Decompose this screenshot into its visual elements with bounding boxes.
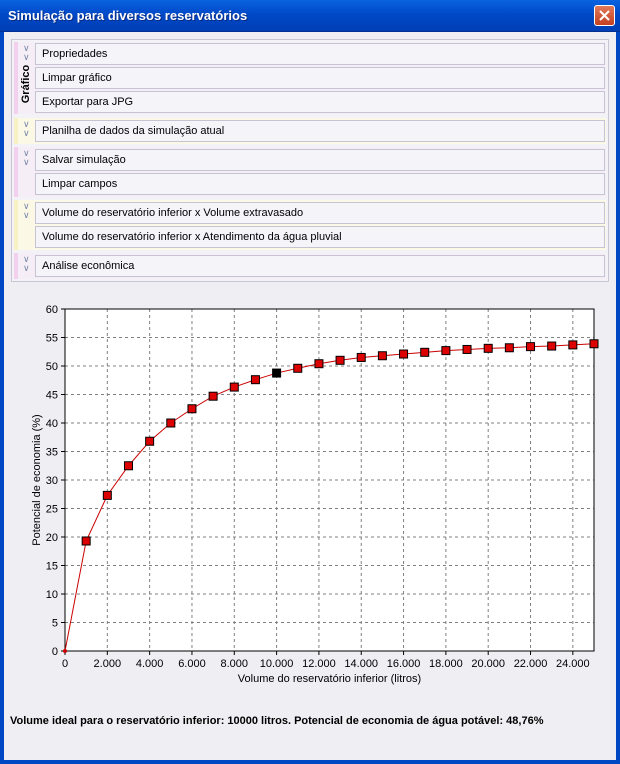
data-point	[146, 437, 154, 445]
y-tick-label: 35	[45, 446, 58, 459]
data-point-highlight	[273, 369, 281, 377]
x-tick-label: 8.000	[220, 658, 249, 670]
x-tick-label: 10.000	[259, 658, 294, 670]
menu-item-propriedades[interactable]: Propriedades	[35, 43, 605, 65]
y-tick-label: 40	[45, 418, 58, 430]
data-point	[442, 347, 450, 355]
data-point	[400, 350, 408, 358]
data-point	[209, 392, 217, 400]
x-tick-label: 2.000	[93, 658, 122, 670]
chevron-down-icon[interactable]: ∨ ∨	[23, 43, 30, 62]
menu-item-analise-economica[interactable]: Análise econômica	[35, 255, 605, 277]
data-point	[294, 364, 302, 372]
x-tick-label: 4.000	[135, 658, 164, 670]
data-point	[336, 356, 344, 364]
chevron-down-icon[interactable]: ∨ ∨	[23, 119, 30, 138]
y-tick-label: 45	[45, 389, 58, 402]
y-tick-label: 15	[45, 560, 58, 573]
chevron-down-icon[interactable]: ∨ ∨	[23, 254, 30, 273]
y-tick-label: 5	[51, 617, 58, 630]
data-point	[251, 376, 259, 384]
x-tick-label: 18.000	[429, 658, 463, 670]
data-point	[548, 342, 556, 350]
data-point	[124, 462, 132, 470]
data-point	[590, 340, 598, 348]
y-tick-label: 20	[45, 532, 58, 544]
menu-item-limpar-grafico[interactable]: Limpar gráfico	[35, 67, 605, 89]
x-tick-label: 20.000	[471, 658, 506, 670]
x-tick-label: 14.000	[344, 658, 379, 670]
data-point	[463, 345, 471, 353]
y-tick-label: 60	[45, 304, 58, 316]
chevron-down-icon[interactable]: ∨ ∨	[23, 148, 30, 167]
menu-item-planilha[interactable]: Planilha de dados da simulação atual	[35, 120, 605, 142]
data-point	[230, 383, 238, 391]
y-tick-label: 25	[45, 503, 58, 516]
data-point	[357, 353, 365, 361]
y-tick-label: 0	[51, 646, 58, 658]
chevron-down-icon[interactable]: ∨ ∨	[23, 201, 30, 220]
x-tick-label: 16.000	[386, 658, 421, 670]
data-point	[188, 405, 196, 413]
group-label-grafico: Gráfico	[20, 64, 32, 104]
y-tick-label: 55	[45, 332, 58, 345]
x-axis-label: Volume do reservatório inferior (litros)	[237, 673, 422, 685]
menu-item-limpar-campos[interactable]: Limpar campos	[35, 173, 605, 195]
data-point	[315, 360, 323, 368]
x-tick-label: 24.000	[556, 658, 590, 670]
menu-item-atendimento-agua-pluvial[interactable]: Volume do reservatório inferior x Atendimento da água pluvial	[35, 226, 605, 248]
data-point	[63, 649, 67, 653]
menu-item-salvar-simulacao[interactable]: Salvar simulação	[35, 149, 605, 171]
x-tick-label: 0	[61, 658, 69, 670]
y-tick-label: 50	[45, 361, 58, 373]
data-point	[82, 537, 90, 545]
data-point	[484, 344, 492, 352]
menu-item-exportar-jpg[interactable]: Exportar para JPG	[35, 91, 605, 113]
data-point	[103, 491, 111, 499]
data-point	[167, 419, 175, 427]
y-axis-label: Potencial de economia (%)	[31, 414, 43, 546]
y-tick-label: 10	[45, 589, 58, 601]
x-tick-label: 22.000	[513, 658, 548, 670]
x-tick-label: 6.000	[178, 658, 206, 670]
data-point	[421, 348, 429, 356]
data-point	[505, 344, 513, 352]
menu-item-volume-extravasado[interactable]: Volume do reservatório inferior x Volume extravasado	[35, 202, 605, 224]
data-point	[569, 341, 577, 349]
data-point	[378, 352, 386, 360]
data-point	[527, 343, 535, 351]
window-title: Simulação para diversos reservatórios	[8, 8, 248, 23]
result-summary: Volume ideal para o reservatório inferior: 10000 litros. Potencial de economia de água potável: 48,76%	[10, 715, 544, 727]
y-tick-label: 30	[45, 475, 58, 487]
x-tick-label: 12.000	[302, 658, 336, 670]
